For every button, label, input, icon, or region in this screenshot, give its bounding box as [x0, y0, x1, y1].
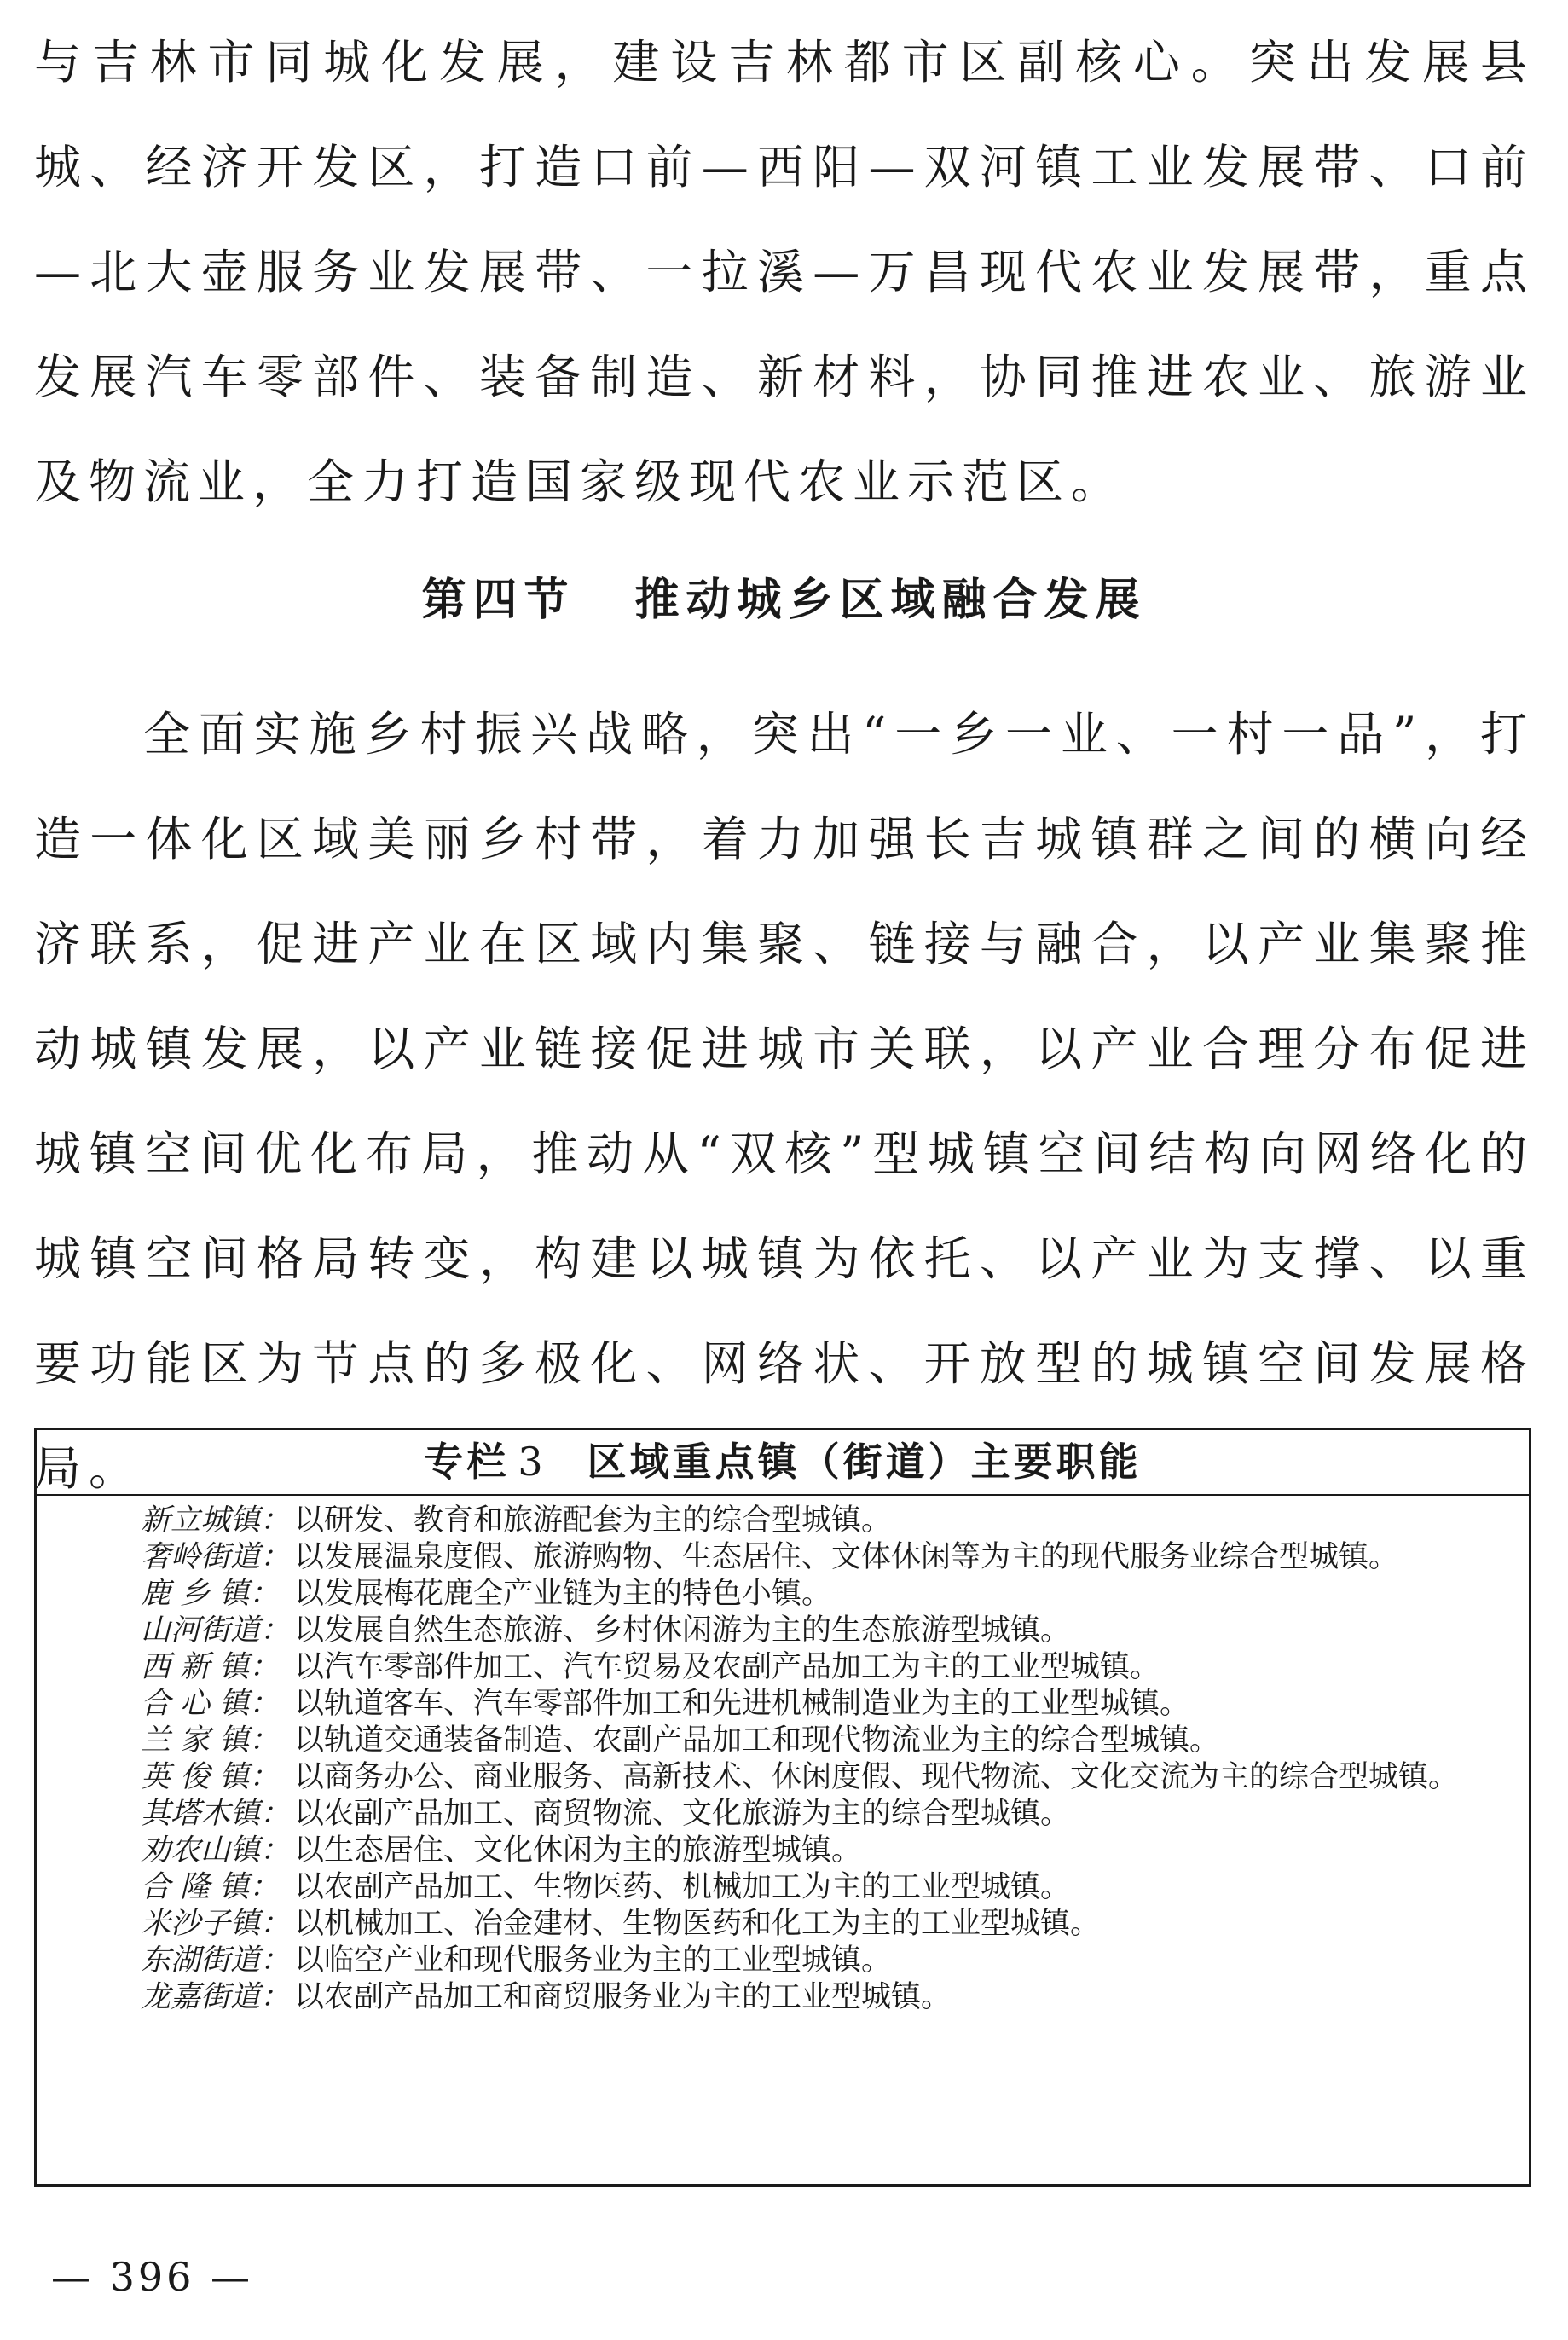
list-item — [55, 1576, 1512, 1613]
town-function: 以发展梅花鹿全产业链为主的特色小镇。 — [294, 1577, 832, 1611]
box-number: 3 — [518, 1439, 547, 1485]
list-item — [55, 1943, 1512, 1979]
body-paragraph-main: 全面实施乡村振兴战略，突出“一乡一业、一村一品”，打造一体化区域美丽乡村带，着力加强长吉城镇群之间的横向经济联系，促进产业在区域内集聚、链接与融合，以产业集聚推动城镇发展，以产业链接促进城市关联，以产业合理分布促进城镇空间优化布局，推动从“双核”型城镇空间结构向网络化的城镇空间格局转变，构建以城镇为依托、以产业为支撑、以重要功能区为节点的多极化、网络状、开放型的城镇空间发展格局。 — [34, 707, 1535, 1496]
town-function: 以轨道客车、汽车零部件加工和先进机械制造业为主的工业型城镇。 — [294, 1687, 1190, 1721]
town-function: 以发展温泉度假、旅游购物、生态居住、文体休闲等为主的现代服务业综合型城镇。 — [294, 1540, 1399, 1574]
town-function: 以农副产品加工、商贸物流、文化旅游为主的综合型城镇。 — [294, 1797, 1071, 1831]
town-label: 奢岭街道： — [141, 1540, 291, 1574]
list-item — [55, 1649, 1512, 1686]
list-item — [55, 1796, 1512, 1833]
sidebar-box — [34, 1428, 1531, 2187]
list-item — [55, 1686, 1512, 1723]
list-item — [55, 1613, 1512, 1649]
list-item — [55, 1503, 1512, 1539]
town-function: 以商务办公、商业服务、高新技术、休闲度假、现代物流、文化交流为主的综合型城镇。 — [294, 1760, 1459, 1794]
list-item — [55, 1833, 1512, 1869]
box-title — [37, 1430, 1529, 1496]
town-label: 东湖街道： — [141, 1943, 291, 1978]
list-item — [55, 1906, 1512, 1943]
town-function: 以生态居住、文化休闲为主的旅游型城镇。 — [294, 1833, 862, 1868]
body-paragraph-continuation: 与吉林市同城化发展，建设吉林都市区副核心。突出发展县城、经济开发区，打造口前—西阳—双河镇工业发展带、口前—北大壶服务业发展带、一拉溪—万昌现代农业发展带，重点发展汽车零部件、装备制造、新材料，协同推进农业、旅游业及物流业，全力打造国家级现代农业示范区。 — [34, 35, 1535, 509]
section-number: 第四节 — [421, 575, 576, 626]
box-entry-list — [37, 1496, 1529, 2016]
town-function: 以农副产品加工、生物医药、机械加工为主的工业型城镇。 — [294, 1870, 1071, 1904]
town-function: 以轨道交通装备制造、农副产品加工和现代物流业为主的综合型城镇。 — [294, 1723, 1220, 1758]
town-function: 以汽车零部件加工、汽车贸易及农副产品加工为主的工业型城镇。 — [294, 1650, 1160, 1684]
list-item — [55, 1723, 1512, 1759]
town-function: 以临空产业和现代服务业为主的工业型城镇。 — [294, 1943, 892, 1978]
town-function: 以研发、教育和旅游配套为主的综合型城镇。 — [294, 1503, 892, 1538]
town-function: 以发展自然生态旅游、乡村休闲游为主的生态旅游型城镇。 — [294, 1613, 1071, 1648]
town-label: 龙嘉街道： — [141, 1980, 291, 2014]
town-label: 其塔木镇： — [141, 1797, 291, 1831]
town-label: 米沙子镇： — [141, 1907, 291, 1941]
town-label: 劝农山镇： — [141, 1833, 291, 1868]
list-item — [55, 1759, 1512, 1796]
town-label: 英 俊 镇： — [141, 1760, 280, 1794]
list-item — [55, 1539, 1512, 1576]
town-label: 新立城镇： — [141, 1503, 291, 1538]
section-title: 推动城乡区域融合发展 — [634, 575, 1147, 626]
town-label: 山河街道： — [141, 1613, 291, 1648]
page-number: — 396 — — [51, 2254, 254, 2300]
town-function: 以农副产品加工和商贸服务业为主的工业型城镇。 — [294, 1980, 952, 2014]
box-prefix: 专栏 — [424, 1439, 510, 1485]
town-label: 鹿 乡 镇： — [141, 1577, 280, 1611]
town-label: 西 新 镇： — [141, 1650, 280, 1684]
town-function: 以机械加工、冶金建材、生物医药和化工为主的工业型城镇。 — [294, 1907, 1101, 1941]
section-heading — [0, 566, 1568, 634]
town-label: 合 心 镇： — [141, 1687, 280, 1721]
list-item — [55, 1869, 1512, 1906]
town-label: 合 隆 镇： — [141, 1870, 280, 1904]
town-label: 兰 家 镇： — [141, 1723, 280, 1758]
box-title-text: 区域重点镇（街道）主要职能 — [587, 1439, 1142, 1485]
list-item — [55, 1979, 1512, 2016]
